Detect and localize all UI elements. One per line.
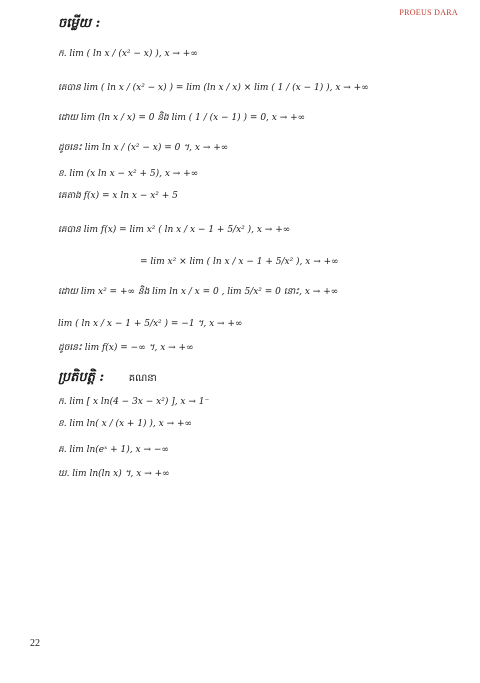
line-j: lim ( ln x / x − 1 + 5/x² ) = −1 ។, x → +∞: [58, 319, 243, 329]
exercise-d: ឃ. lim ln(ln x) ។, x → +∞: [58, 469, 170, 479]
header-brand: PROEUS DARA: [399, 8, 458, 17]
heading-exercise: [58, 372, 157, 385]
line-h: = lim x² × lim ( ln x / x − 1 + 5/x² ), x → +∞: [140, 257, 339, 267]
line-a: ក. lim ( ln x / (x² − x) ), x → +∞: [58, 49, 198, 59]
line-d: ដូចនេះ lim ln x / (x² − x) = 0 ។, x → +∞: [58, 143, 229, 153]
line-e: ខ. lim (x ln x − x² + 5), x → +∞: [58, 169, 199, 179]
heading-solution: ចម្លើយ :: [58, 16, 101, 31]
exercise-b: ខ. lim ln( x / (x + 1) ), x → +∞: [58, 419, 193, 429]
line-c: ដោយ lim (ln x / x) = 0 និង lim ( 1 / (x − 1) ) = 0, x → +∞: [58, 113, 306, 123]
heading-exercise-sub: គណនា: [128, 373, 157, 384]
page-number: 22: [30, 638, 40, 649]
line-i: ដោយ lim x² = +∞ និង lim ln x / x = 0 , lim 5/x² = 0 នោះ, x → +∞: [58, 287, 339, 297]
exercise-c: គ. lim ln(eˣ + 1), x → −∞: [58, 445, 169, 455]
line-b: គេបាន lim ( ln x / (x² − x) ) = lim (ln x / x) × lim ( 1 / (x − 1) ), x → +∞: [58, 83, 369, 93]
line-f: គេតាង f(x) = x ln x − x² + 5: [58, 191, 178, 201]
line-k: ដូចនេះ lim f(x) = −∞ ។, x → +∞: [58, 343, 194, 353]
heading-exercise-label: ប្រតិបត្តិ :: [58, 370, 105, 385]
exercise-a: ក. lim [ x ln(4 − 3x − x²) ], x → 1⁻: [58, 397, 210, 407]
line-g: គេបាន lim f(x) = lim x² ( ln x / x − 1 + 5/x² ), x → +∞: [58, 225, 291, 235]
